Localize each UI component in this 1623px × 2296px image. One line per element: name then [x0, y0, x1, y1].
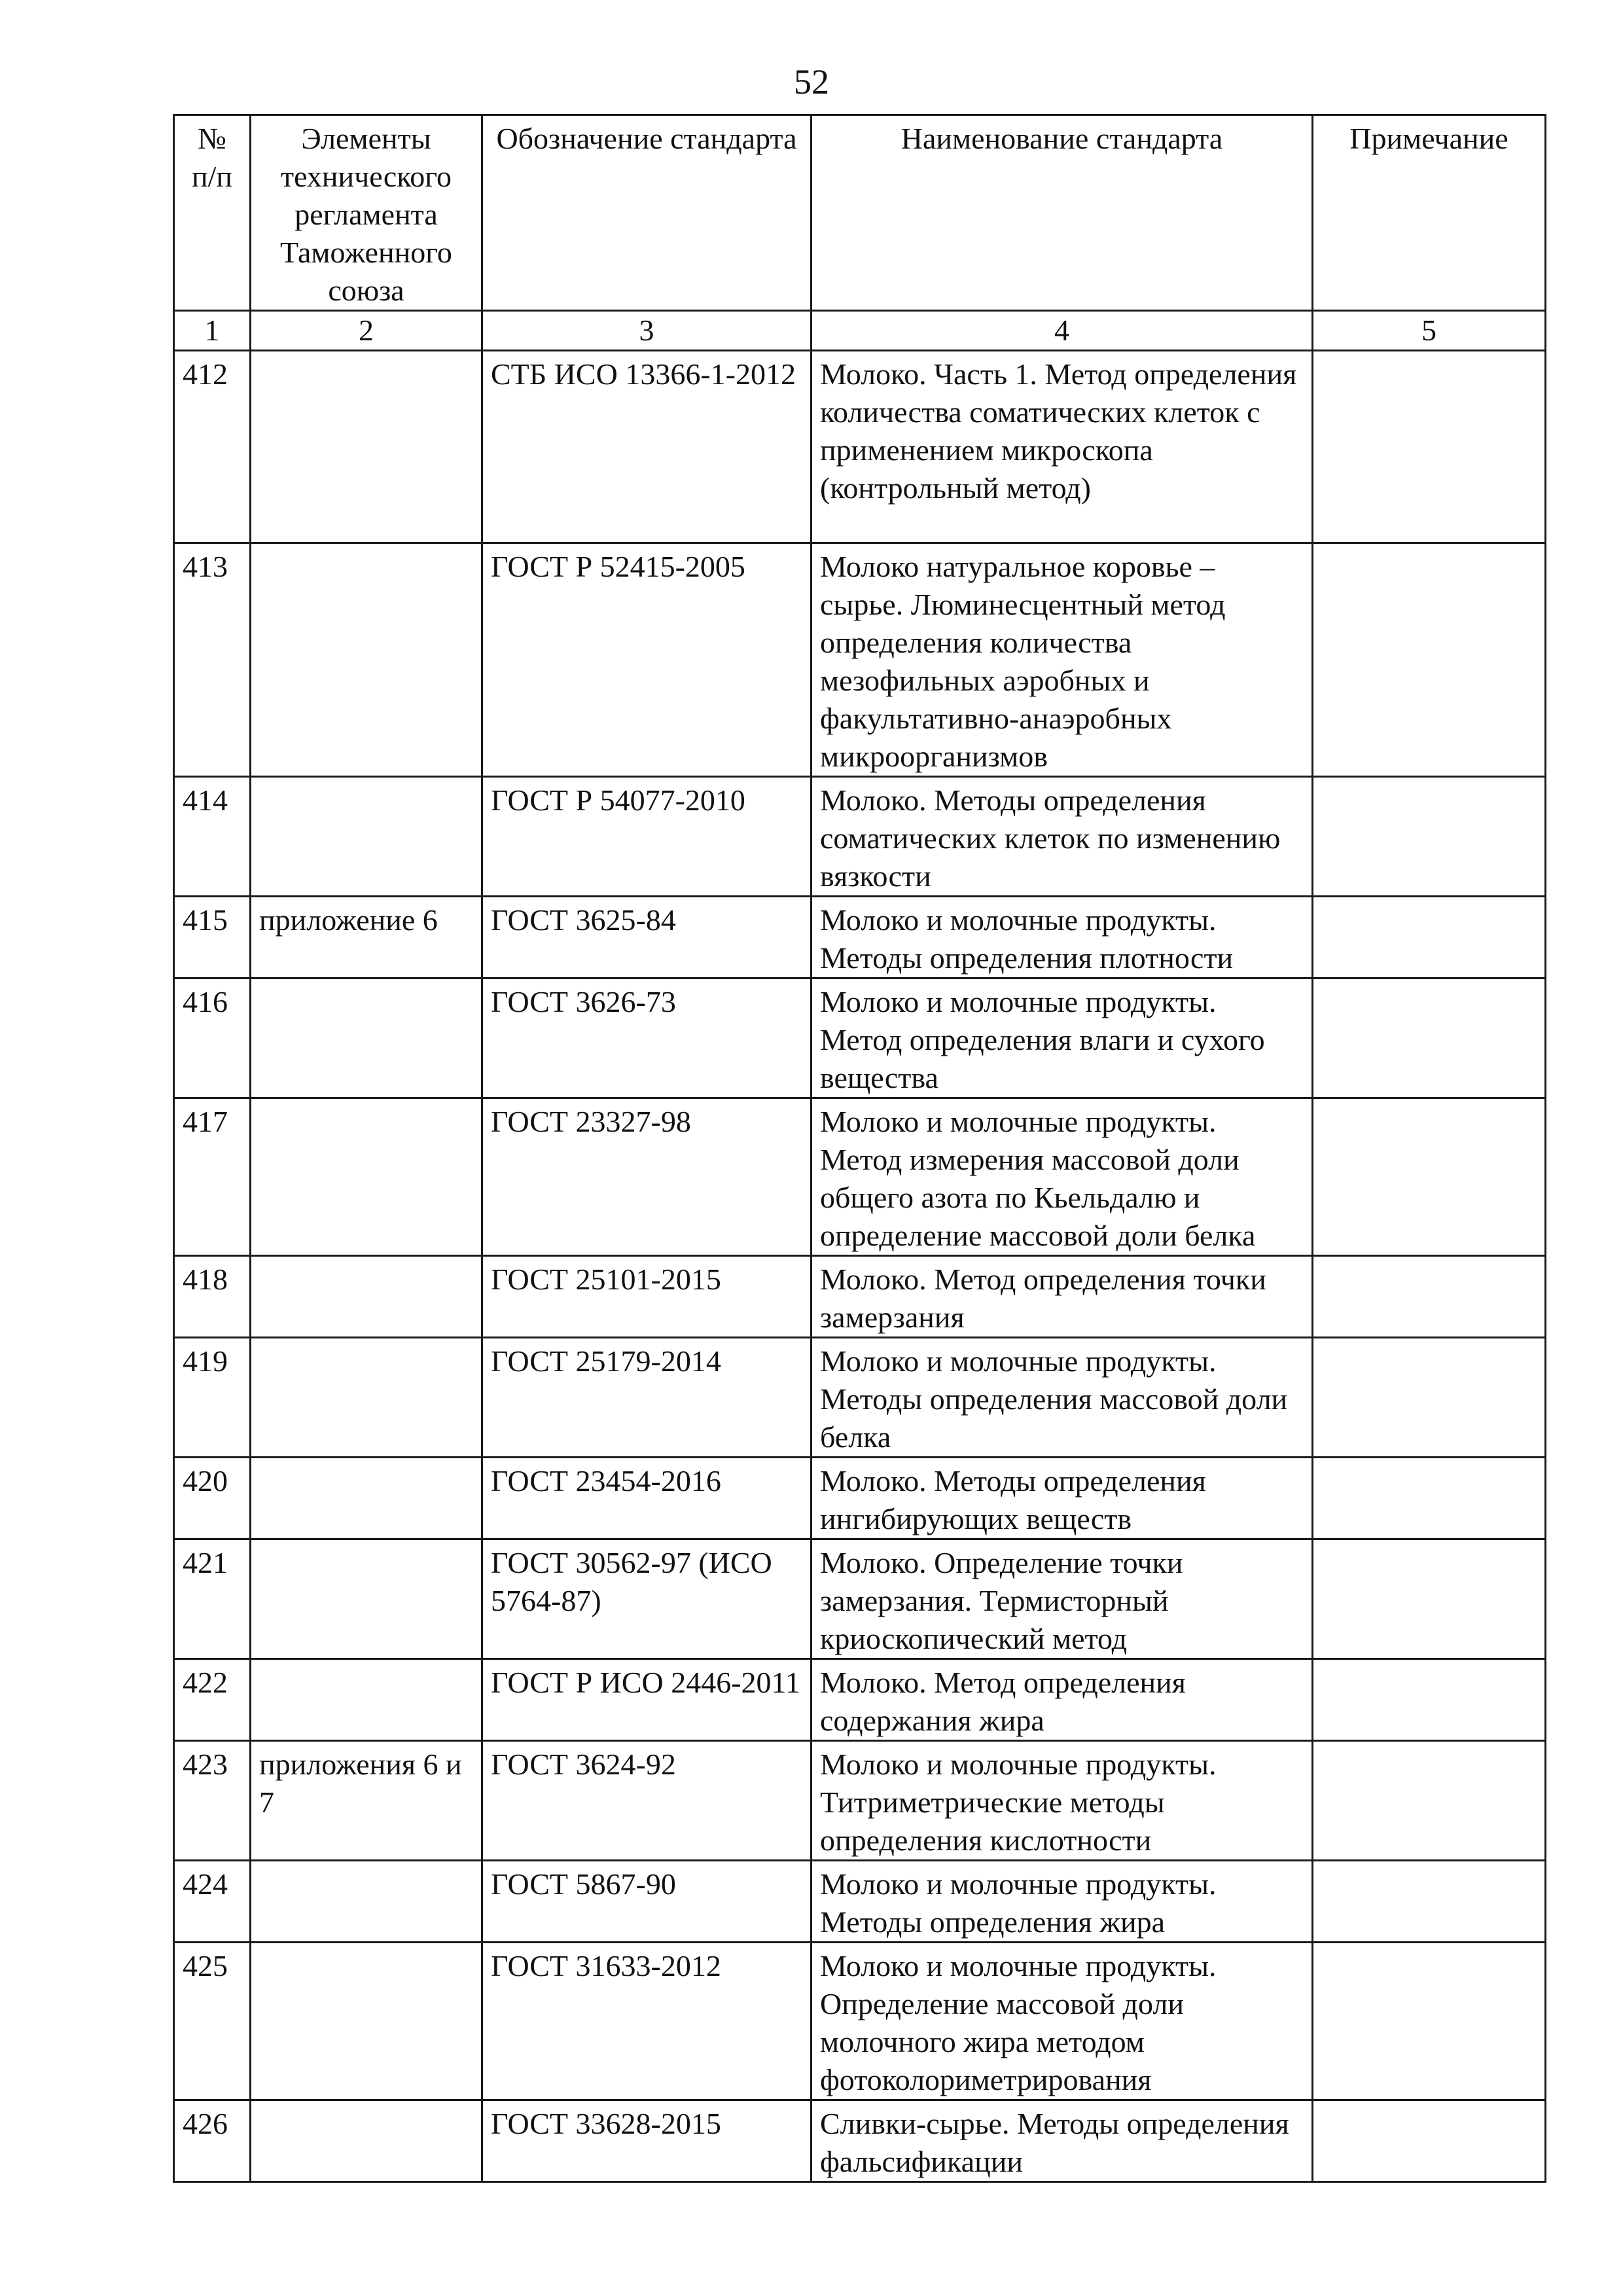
- row-element: [251, 1458, 482, 1539]
- row-designation: ГОСТ Р 54077-2010: [482, 777, 812, 897]
- row-note: [1313, 978, 1546, 1098]
- row-designation: ГОСТ 33628-2015: [482, 2100, 812, 2182]
- row-designation: ГОСТ 23327-98: [482, 1098, 812, 1256]
- table-row: [174, 1943, 1546, 2100]
- row-number: 424: [174, 1861, 251, 1943]
- row-designation: ГОСТ Р 52415-2005: [482, 543, 812, 777]
- table-row: [174, 897, 1546, 978]
- row-designation: ГОСТ 25179-2014: [482, 1338, 812, 1458]
- table-row: [174, 1659, 1546, 1741]
- row-designation: ГОСТ 3626-73: [482, 978, 812, 1098]
- table-row: [174, 1539, 1546, 1659]
- row-note: [1313, 1943, 1546, 2100]
- table-row: [174, 543, 1546, 777]
- row-designation: ГОСТ 30562-97 (ИСО 5764-87): [482, 1539, 812, 1659]
- row-designation: ГОСТ 3624-92: [482, 1741, 812, 1861]
- row-designation: ГОСТ 23454-2016: [482, 1458, 812, 1539]
- header-name: Наименование стандарта: [812, 115, 1313, 311]
- row-standard-name: Молоко и молочные продукты. Методы определения жира: [812, 1861, 1313, 1943]
- row-element: [251, 2100, 482, 2182]
- row-standard-name: Молоко натуральное коровье – сырье. Люминесцентный метод определения количества мезофильных аэробных и факультативно-анаэробных микроорганизмов: [812, 543, 1313, 777]
- row-standard-name: Молоко. Методы определения ингибирующих веществ: [812, 1458, 1313, 1539]
- standards-table: [173, 114, 1546, 2183]
- table-row: [174, 1741, 1546, 1861]
- row-standard-name: Молоко. Часть 1. Метод определения количества соматических клеток с применением микроскопа (контрольный метод): [812, 351, 1313, 543]
- row-standard-name: Молоко и молочные продукты. Определение массовой доли молочного жира методом фотоколориметрирования: [812, 1943, 1313, 2100]
- row-note: [1313, 1098, 1546, 1256]
- row-element: [251, 1539, 482, 1659]
- row-note: [1313, 1338, 1546, 1458]
- row-standard-name: Молоко. Определение точки замерзания. Термисторный криоскопический метод: [812, 1539, 1313, 1659]
- row-note: [1313, 897, 1546, 978]
- row-number: 420: [174, 1458, 251, 1539]
- row-designation: ГОСТ 25101-2015: [482, 1256, 812, 1338]
- row-element: [251, 1256, 482, 1338]
- row-element: приложения 6 и 7: [251, 1741, 482, 1861]
- row-standard-name: Молоко. Метод определения точки замерзания: [812, 1256, 1313, 1338]
- column-number: 4: [812, 311, 1313, 351]
- table-row: [174, 1256, 1546, 1338]
- row-number: 422: [174, 1659, 251, 1741]
- row-note: [1313, 777, 1546, 897]
- row-number: 412: [174, 351, 251, 543]
- row-number: 419: [174, 1338, 251, 1458]
- column-numbers-row: [174, 311, 1546, 351]
- row-standard-name: Молоко. Методы определения соматических клеток по изменению вязкости: [812, 777, 1313, 897]
- row-standard-name: Молоко и молочные продукты. Метод измерения массовой доли общего азота по Кьельдалю и определение массовой доли белка: [812, 1098, 1313, 1256]
- row-note: [1313, 543, 1546, 777]
- row-element: [251, 1338, 482, 1458]
- row-element: [251, 978, 482, 1098]
- row-note: [1313, 1256, 1546, 1338]
- row-designation: ГОСТ Р ИСО 2446-2011: [482, 1659, 812, 1741]
- column-number: 1: [174, 311, 251, 351]
- row-designation: ГОСТ 5867-90: [482, 1861, 812, 1943]
- row-element: приложение 6: [251, 897, 482, 978]
- row-number: 417: [174, 1098, 251, 1256]
- row-element: [251, 1098, 482, 1256]
- table-row: [174, 777, 1546, 897]
- header-note: Примечание: [1313, 115, 1546, 311]
- page-number: 52: [794, 62, 829, 101]
- row-element: [251, 1659, 482, 1741]
- header-designation: Обозначение стандарта: [482, 115, 812, 311]
- row-note: [1313, 351, 1546, 543]
- row-standard-name: Молоко и молочные продукты. Метод определения влаги и сухого вещества: [812, 978, 1313, 1098]
- table-row: [174, 1098, 1546, 1256]
- header-elements: Элементы технического регламента Таможенного союза: [251, 115, 482, 311]
- column-number: 5: [1313, 311, 1546, 351]
- row-number: 418: [174, 1256, 251, 1338]
- row-number: 426: [174, 2100, 251, 2182]
- table-row: [174, 2100, 1546, 2182]
- row-standard-name: Сливки-сырье. Методы определения фальсификации: [812, 2100, 1313, 2182]
- row-note: [1313, 1659, 1546, 1741]
- row-note: [1313, 1741, 1546, 1861]
- row-number: 414: [174, 777, 251, 897]
- row-designation: ГОСТ 3625-84: [482, 897, 812, 978]
- table-row: [174, 351, 1546, 543]
- table-row: [174, 1338, 1546, 1458]
- row-standard-name: Молоко и молочные продукты. Методы определения массовой доли белка: [812, 1338, 1313, 1458]
- row-number: 413: [174, 543, 251, 777]
- row-note: [1313, 1861, 1546, 1943]
- row-note: [1313, 1458, 1546, 1539]
- row-note: [1313, 1539, 1546, 1659]
- row-standard-name: Молоко. Метод определения содержания жира: [812, 1659, 1313, 1741]
- row-number: 416: [174, 978, 251, 1098]
- table-row: [174, 1861, 1546, 1943]
- row-number: 421: [174, 1539, 251, 1659]
- row-number: 423: [174, 1741, 251, 1861]
- row-designation: СТБ ИСО 13366-1-2012: [482, 351, 812, 543]
- row-element: [251, 351, 482, 543]
- header-num: № п/п: [174, 115, 251, 311]
- row-element: [251, 1943, 482, 2100]
- row-designation: ГОСТ 31633-2012: [482, 1943, 812, 2100]
- column-number: 2: [251, 311, 482, 351]
- table-row: [174, 978, 1546, 1098]
- row-element: [251, 543, 482, 777]
- header-row: [174, 115, 1546, 311]
- row-number: 415: [174, 897, 251, 978]
- row-note: [1313, 2100, 1546, 2182]
- row-element: [251, 777, 482, 897]
- row-standard-name: Молоко и молочные продукты. Методы определения плотности: [812, 897, 1313, 978]
- row-element: [251, 1861, 482, 1943]
- row-number: 425: [174, 1943, 251, 2100]
- table-row: [174, 1458, 1546, 1539]
- row-standard-name: Молоко и молочные продукты. Титриметрические методы определения кислотности: [812, 1741, 1313, 1861]
- column-number: 3: [482, 311, 812, 351]
